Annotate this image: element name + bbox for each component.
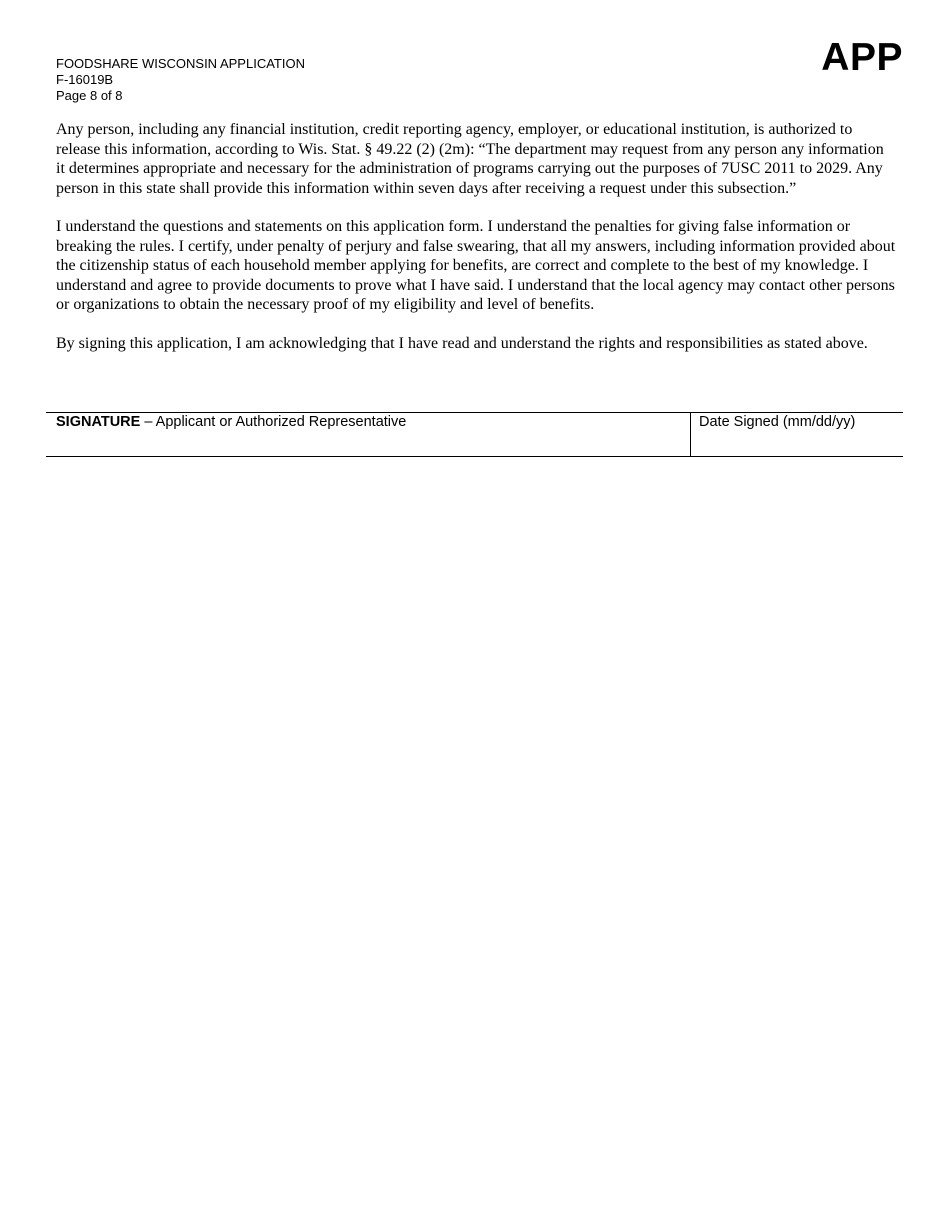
form-title: FOODSHARE WISCONSIN APPLICATION xyxy=(56,56,305,71)
document-body xyxy=(56,120,896,372)
form-number: F-16019B xyxy=(56,72,114,87)
app-code: APP xyxy=(821,36,903,79)
signature-field[interactable] xyxy=(46,413,691,456)
certification-paragraph: I understand the questions and statements on this application form. I understand the penalties for giving false information or breaking the rules. I certify, under penalty of perjury and false swearing, that all my answers, including information provided about the citizenship status of each household member applying for benefits, are correct and complete to the best of my knowledge. I understand and agree to provide documents to prove what I have said. I understand that the local agency may contact other persons or organizations to obtain the necessary proof of my eligibility and level of benefits. xyxy=(56,218,896,313)
authorization-paragraph: Any person, including any financial institution, credit reporting agency, employer, or educational institution, is authorized to release this information, according to Wis. Stat. § 49.22 (2) (2m): “The department may request from any person any information it determines appropriate and necessary for the administration of programs carrying out the purposes of 7USC 2011 to 2029. Any person in this state shall provide this information within seven days after receiving a request under this subsection.” xyxy=(56,121,884,197)
date-signed-field[interactable] xyxy=(691,413,903,456)
page-indicator: Page 8 of 8 xyxy=(56,88,123,103)
acknowledgement-paragraph: By signing this application, I am acknowledging that I have read and understand the rights and responsibilities as stated above. xyxy=(56,334,868,352)
signature-table xyxy=(46,412,903,457)
signature-label: – Applicant or Authorized Representative xyxy=(140,414,407,430)
date-signed-label: Date Signed (mm/dd/yy) xyxy=(699,414,856,430)
signature-label-bold: SIGNATURE xyxy=(56,414,141,430)
form-header xyxy=(56,56,305,104)
